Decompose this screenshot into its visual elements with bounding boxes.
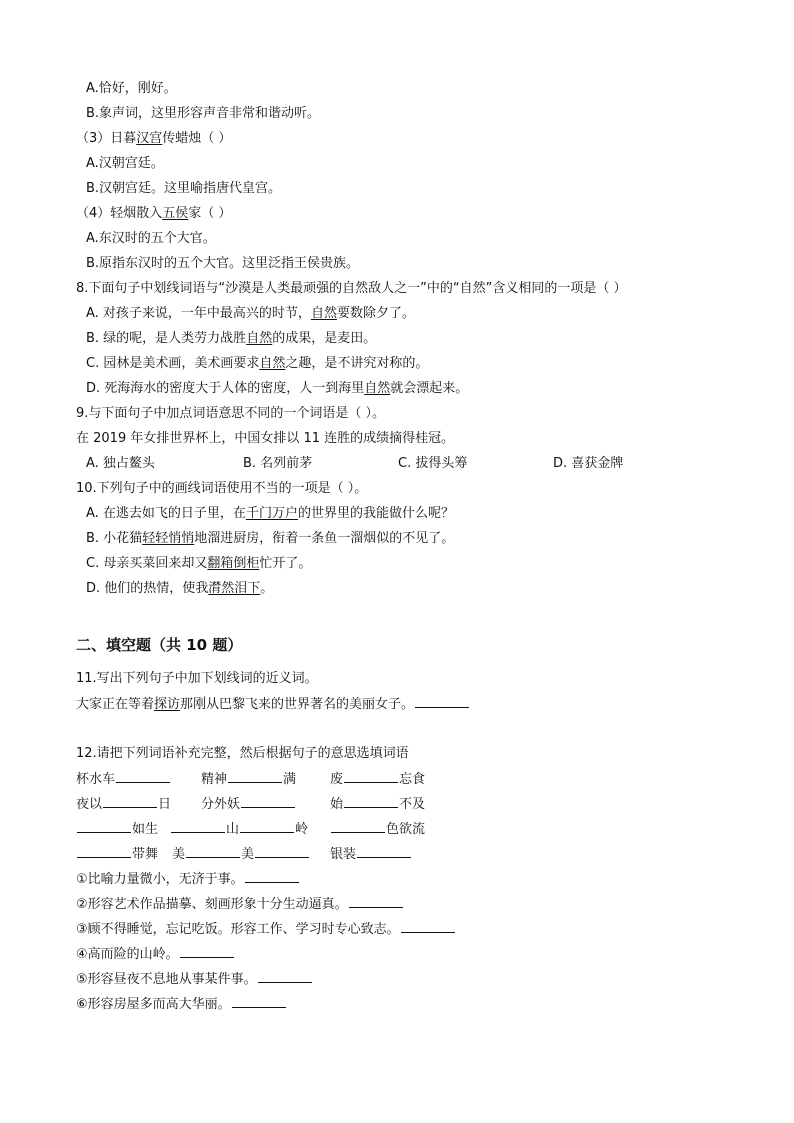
answer-blank[interactable] <box>344 770 398 783</box>
underlined-word: 自然 <box>259 356 286 371</box>
underlined-word: 自然 <box>310 306 337 321</box>
idiom-cell: 始 不及 <box>330 797 426 812</box>
clue-line: ⑥形容房屋多而高大华丽。 <box>76 995 287 1014</box>
answer-blank[interactable] <box>232 995 286 1008</box>
q11-sentence: 大家正在等着探访那刚从巴黎飞来的世界著名的美丽女子。 <box>76 695 470 714</box>
q12-prompt: 12.请把下列词语补充完整，然后根据句子的意思选填词语 <box>76 746 409 761</box>
q8-option-c: C. 园林是美术画，美术画要求自然之趣，是不讲究对称的。 <box>86 356 429 371</box>
answer-blank[interactable] <box>255 845 309 858</box>
underlined-word: 翻箱倒柜 <box>207 556 260 571</box>
answer-blank[interactable] <box>77 845 131 858</box>
clue-line: ④高而险的山岭。 <box>76 945 235 964</box>
q8-option-b: B. 绿的呢，是人类劳力战胜自然的成果，是麦田。 <box>86 331 377 346</box>
q8-option-a: A. 对孩子来说，一年中最高兴的时节，自然要数除夕了。 <box>86 306 415 321</box>
q7-3-prompt: （3）日暮汉宫传蜡烛（ ） <box>76 131 232 146</box>
q7-4-option-a: A.东汉时的五个大官。 <box>86 231 216 246</box>
answer-blank[interactable] <box>331 820 385 833</box>
idiom-cell: 山 岭 <box>170 820 308 839</box>
clue-line: ①比喻力量微小，无济于事。 <box>76 870 300 889</box>
answer-blank[interactable] <box>344 795 398 808</box>
idiom-cell: 色欲流 <box>330 820 425 839</box>
answer-blank[interactable] <box>116 770 170 783</box>
q10-option-c: C. 母亲买菜回来却又翻箱倒柜忙开了。 <box>86 556 312 571</box>
answer-blank[interactable] <box>357 845 411 858</box>
idiom-cell: 杯水车 <box>76 770 171 789</box>
answer-blank[interactable] <box>349 895 403 908</box>
q9-sentence: 在 2019 年女排世界杯上，中国女排以 11 连胜的成绩摘得桂冠。 <box>76 431 455 446</box>
answer-blank[interactable] <box>258 970 312 983</box>
q7-3-option-b: B.汉朝宫廷。这里喻指唐代皇宫。 <box>86 181 282 196</box>
q10-option-a: A. 在逃去如飞的日子里，在千门万户的世界里的我能做什么呢？ <box>86 506 454 521</box>
underlined-word: 汉宫 <box>136 131 163 146</box>
q10-option-b: B. 小花猫轻轻悄悄地溜进厨房，衔着一条鱼一溜烟似的不见了。 <box>86 531 455 546</box>
idiom-cell: 精神 满 <box>201 772 297 787</box>
underlined-word: 自然 <box>364 381 391 396</box>
clue-line: ⑤形容昼夜不息地从事某件事。 <box>76 970 313 989</box>
q10-option-d: D. 他们的热情，使我潸然泪下。 <box>86 581 274 596</box>
q9-prompt: 9.与下面句子中加点词语意思不同的一个词语是（ ）。 <box>76 406 386 421</box>
underlined-word: 五侯 <box>162 206 189 221</box>
idiom-cell: 如生 <box>76 820 158 839</box>
q9-option-a: A. 独占鳌头 <box>86 456 155 471</box>
answer-blank[interactable] <box>415 695 469 708</box>
q10-prompt: 10.下列句子中的画线词语使用不当的一项是（ ）。 <box>76 481 368 496</box>
q8-option-d: D. 死海海水的密度大于人体的密度，人一到海里自然就会漂起来。 <box>86 381 469 396</box>
q7-4-prompt: （4）轻烟散入五侯家（ ） <box>76 206 232 221</box>
q7-2-option-a: A.恰好，刚好。 <box>86 81 177 96</box>
underlined-word: 潸然泪下 <box>208 581 261 596</box>
answer-blank[interactable] <box>186 845 240 858</box>
q7-3-option-a: A.汉朝宫廷。 <box>86 156 164 171</box>
q9-option-d: D. 喜获金牌 <box>553 456 624 471</box>
underlined-word: 轻轻悄悄 <box>142 531 195 546</box>
answer-blank[interactable] <box>171 820 225 833</box>
idiom-cell: 带舞 <box>76 845 158 864</box>
idiom-cell: 夜以 日 <box>76 797 172 812</box>
clue-line: ②形容艺术作品描摹、刻画形象十分生动逼真。 <box>76 895 404 914</box>
idiom-cell: 银装 <box>330 845 412 864</box>
q8-prompt: 8.下面句子中划线词语与“沙漠是人类最顽强的自然敌人之一”中的“自然”含义相同的一项是（ ） <box>76 281 627 296</box>
q9-option-c: C. 拔得头筹 <box>398 456 468 471</box>
answer-blank[interactable] <box>77 820 131 833</box>
idiom-cell: 美 美 <box>172 845 310 864</box>
answer-blank[interactable] <box>401 920 455 933</box>
answer-blank[interactable] <box>180 945 234 958</box>
clue-line: ③顾不得睡觉，忘记吃饭。形容工作、学习时专心致志。 <box>76 920 456 939</box>
q7-4-option-b: B.原指东汉时的五个大官。这里泛指王侯贵族。 <box>86 256 360 271</box>
answer-blank[interactable] <box>228 770 282 783</box>
answer-blank[interactable] <box>103 795 157 808</box>
underlined-word: 千门万户 <box>245 506 298 521</box>
idiom-cell: 废 忘食 <box>330 772 426 787</box>
underlined-word: 自然 <box>246 331 273 346</box>
q7-2-option-b: B.象声词，这里形容声音非常和谐动听。 <box>86 106 321 121</box>
underlined-word: 探访 <box>154 697 181 712</box>
q9-option-b: B. 名列前茅 <box>243 456 313 471</box>
answer-blank[interactable] <box>240 820 294 833</box>
answer-blank[interactable] <box>245 870 299 883</box>
section-heading: 二、填空题（共 10 题） <box>76 636 243 654</box>
answer-blank[interactable] <box>241 795 295 808</box>
idiom-cell: 分外妖 <box>201 795 296 814</box>
q11-prompt: 11.写出下列句子中加下划线词的近义词。 <box>76 671 318 686</box>
